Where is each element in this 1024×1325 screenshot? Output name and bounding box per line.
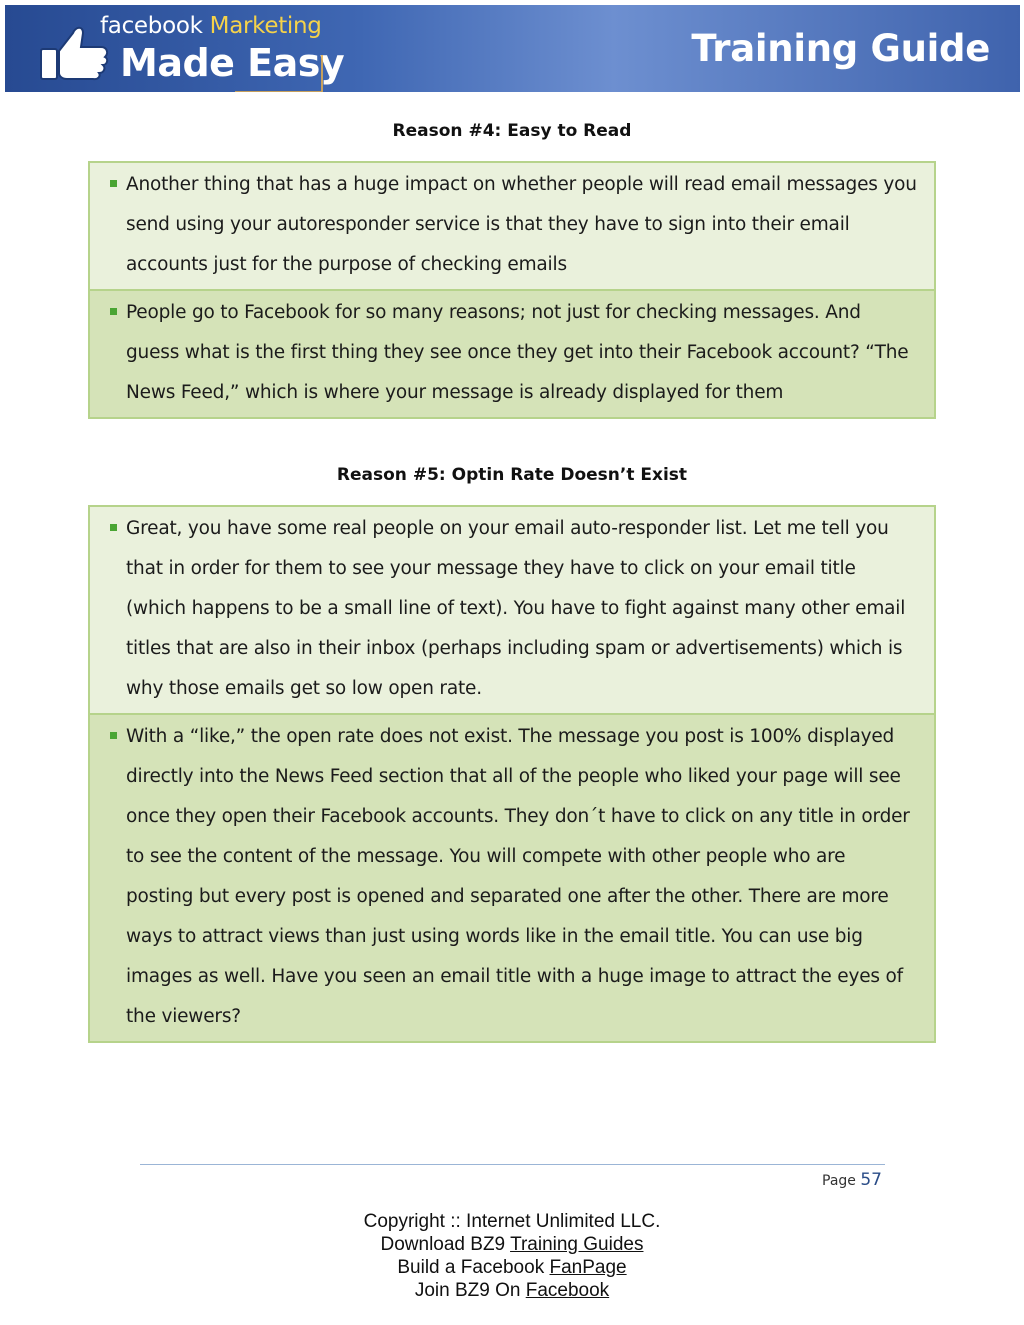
row-text: Another thing that has a huge impact on whether people will read email messages you send using your autoresponder service is that they have to sign into their email accounts just for the purpose of checking emails bbox=[126, 174, 917, 275]
fanpage-link[interactable]: FanPage bbox=[549, 1257, 627, 1278]
copyright-text: Copyright :: Internet Unlimited LLC. bbox=[363, 1211, 661, 1232]
page-number-value: 57 bbox=[860, 1170, 882, 1190]
row-text: With a “like,” the open rate does not exist. The message you post is 100% displayed directly into the News Feed section that all of the people who liked your page will see once they open their Facebook accounts. They don´t have to click on any title in order to see the content of the message. You will compete with other people who are posting but every post is opened and separated one after the other. There are more ways to attract views than just using words like in the email title. You can use big images as well. Have you seen an email title with a huge image to attract the eyes of the viewers? bbox=[126, 726, 910, 1027]
logo-text-top bbox=[100, 13, 322, 39]
footer-line-facebook bbox=[0, 1279, 1024, 1302]
table-row bbox=[90, 507, 934, 713]
row-text: Great, you have some real people on your email auto-responder list. Let me tell you that in order for them to see your message they have to click on your email title (which happens to be a small line of text). You have to fight against many other email titles that are also in their inbox (perhaps including spam or advertisements) which is why those emails get so low open rate. bbox=[126, 518, 906, 699]
footer-line-fanpage bbox=[0, 1256, 1024, 1279]
page-label: Page bbox=[822, 1173, 856, 1189]
facebook-link[interactable]: Facebook bbox=[525, 1280, 610, 1301]
logo-facebook: facebook bbox=[100, 13, 203, 39]
footer-line-training bbox=[0, 1233, 1024, 1256]
table-row bbox=[90, 713, 934, 1041]
row-text: People go to Facebook for so many reasons; not just for checking messages. And guess what is the first thing they see once they get into their Facebook account? “The News Feed,” which is where your message is already displayed for them bbox=[126, 302, 909, 403]
reason-4-table bbox=[88, 161, 936, 419]
guide-title: Training Guide bbox=[691, 27, 990, 70]
copyright-block bbox=[0, 1210, 1024, 1302]
footer-divider bbox=[140, 1164, 885, 1165]
training-guides-link[interactable]: Training Guides bbox=[510, 1234, 644, 1255]
logo-marketing: Marketing bbox=[209, 13, 322, 39]
bullet-icon bbox=[110, 308, 117, 315]
logo-made-easy: Made Easy bbox=[120, 41, 345, 85]
footer-text: Download BZ9 bbox=[380, 1234, 506, 1255]
reason-5-table bbox=[88, 505, 936, 1043]
bullet-icon bbox=[110, 180, 117, 187]
header-banner bbox=[5, 5, 1020, 92]
section-heading-reason-5: Reason #5: Optin Rate Doesn’t Exist bbox=[336, 465, 688, 485]
bullet-icon bbox=[110, 524, 117, 531]
logo-bracket bbox=[235, 55, 323, 92]
footer-text: Join BZ9 On bbox=[414, 1280, 521, 1301]
bullet-icon bbox=[110, 732, 117, 739]
page-number bbox=[822, 1170, 882, 1190]
table-row bbox=[90, 163, 934, 289]
footer-text: Build a Facebook bbox=[397, 1257, 545, 1278]
table-row bbox=[90, 289, 934, 417]
section-heading-reason-4: Reason #4: Easy to Read bbox=[392, 121, 632, 141]
